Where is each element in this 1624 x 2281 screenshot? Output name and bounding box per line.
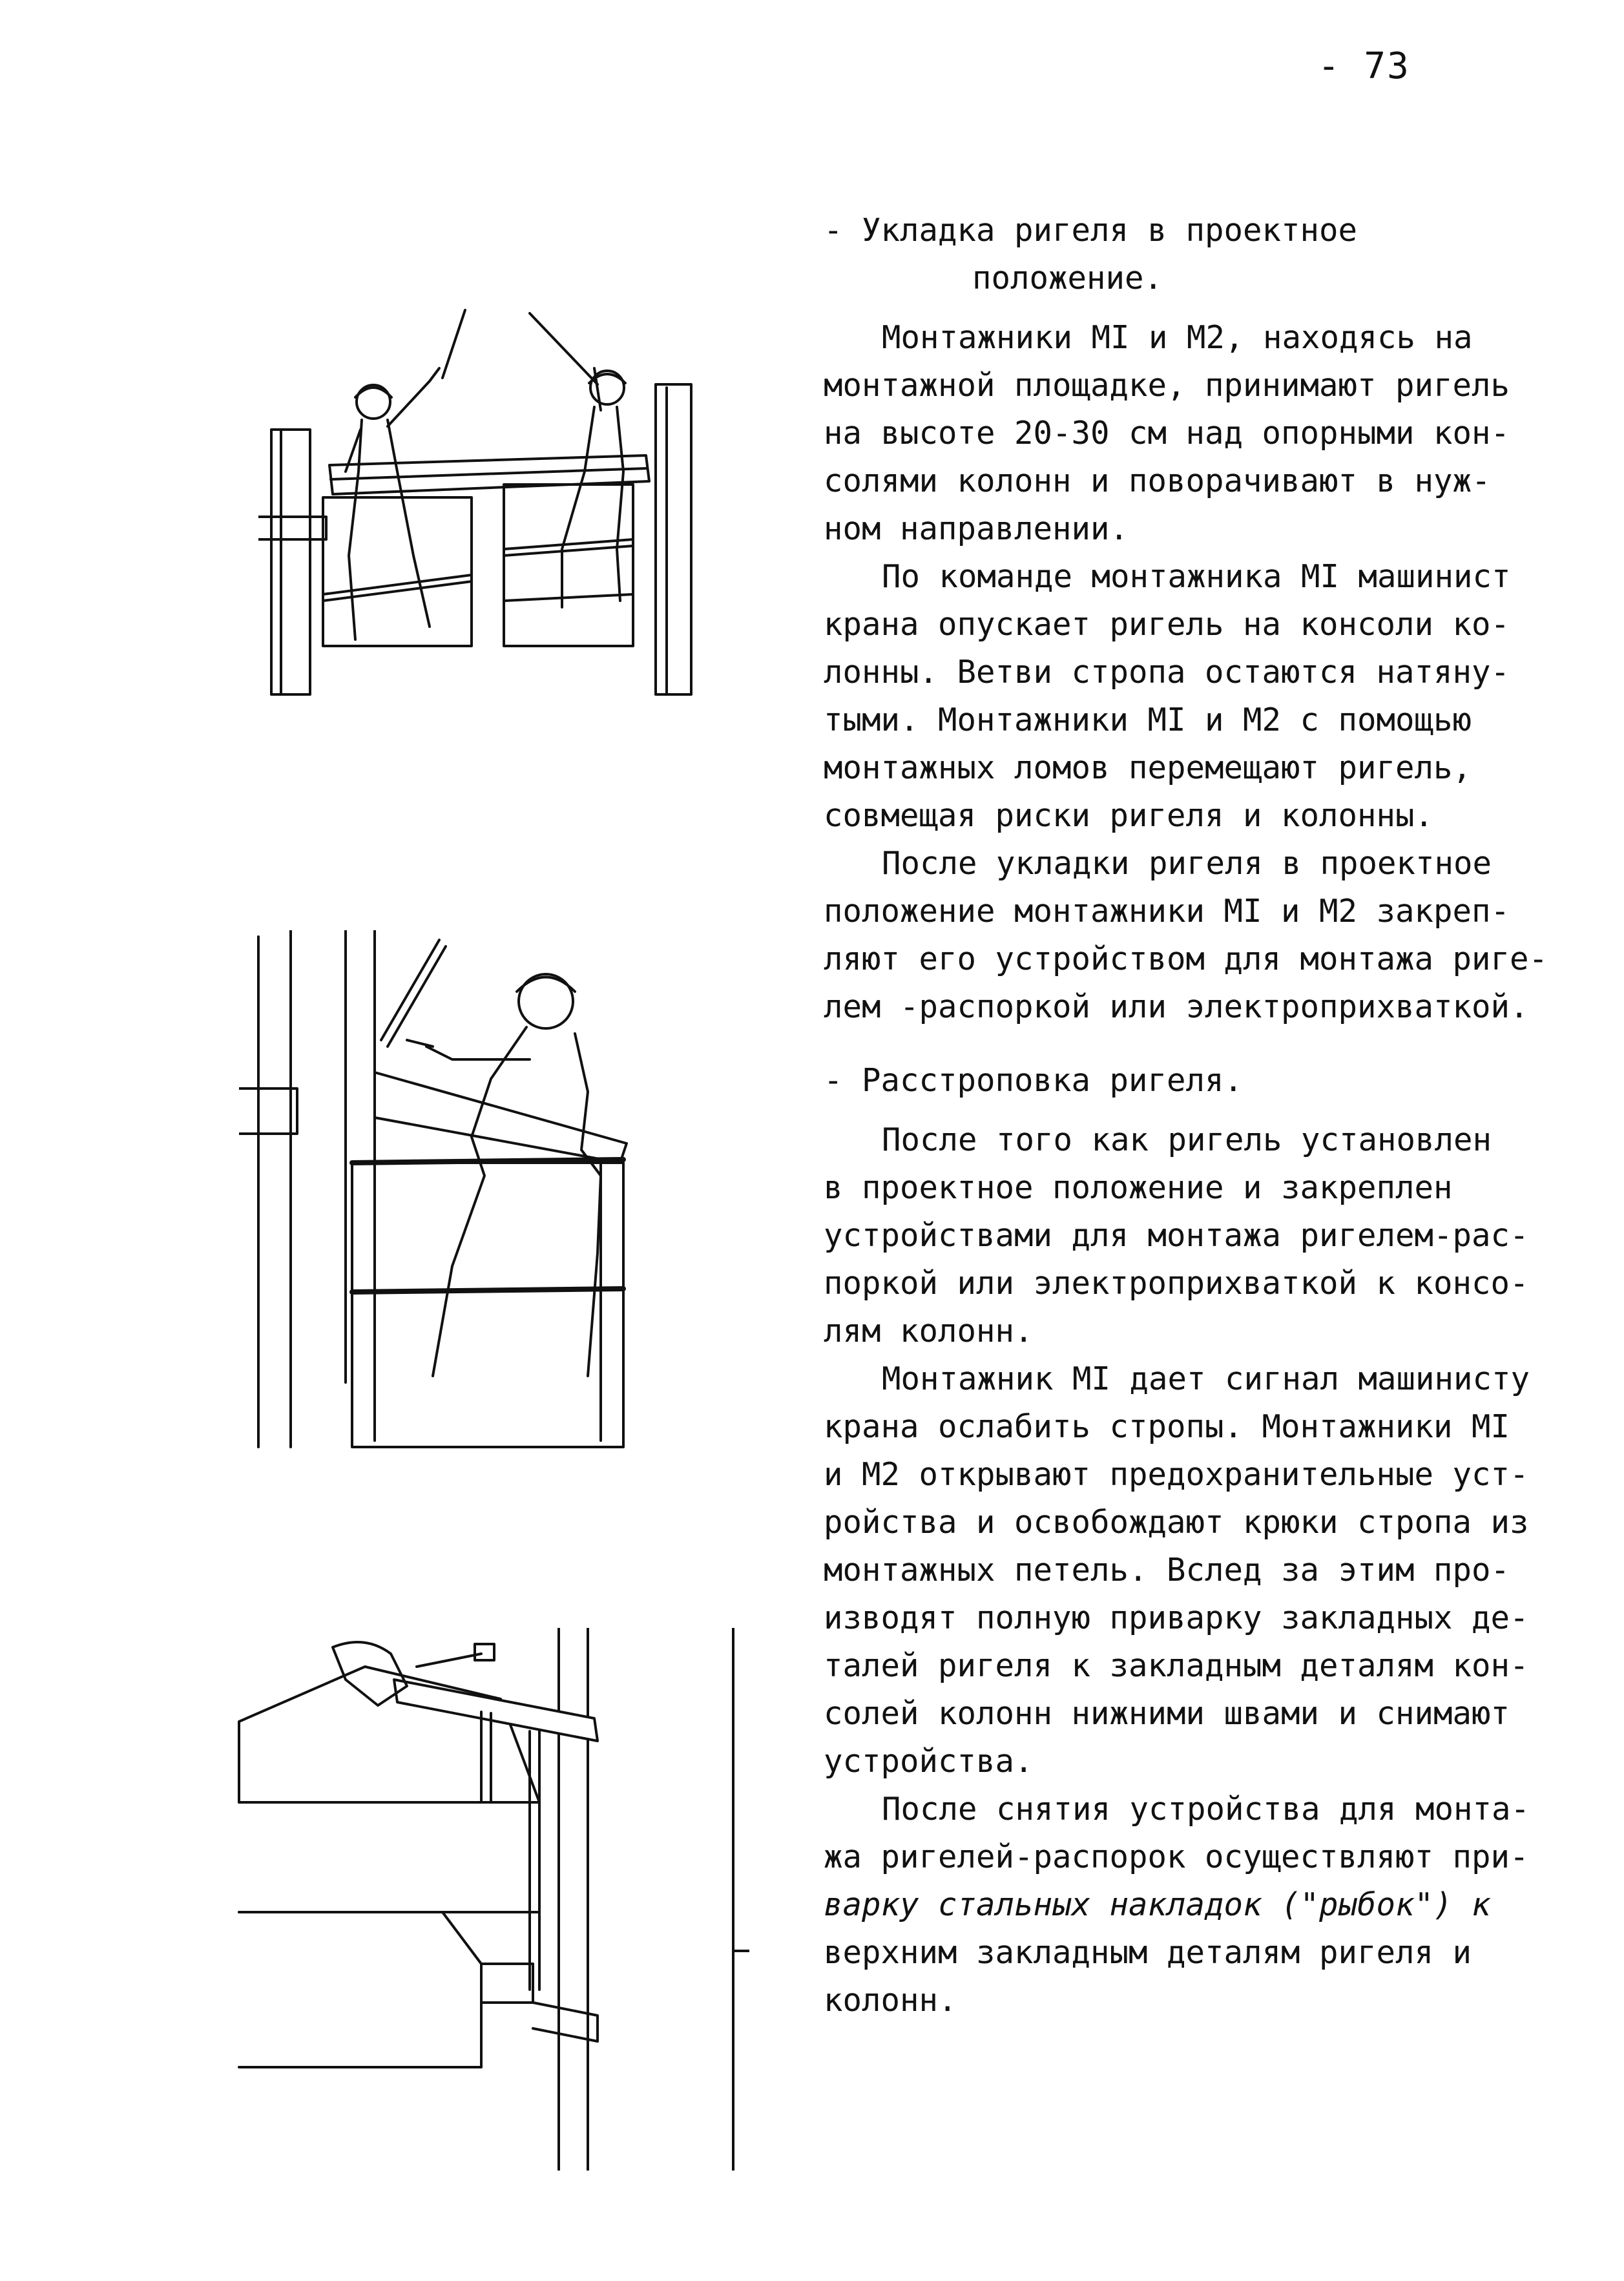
paragraph bbox=[824, 840, 1586, 1031]
text-line: Монтажник МI дает сигнал машинисту bbox=[882, 1360, 1530, 1397]
text-line: поркой или электроприхваткой к консо- bbox=[824, 1265, 1529, 1302]
text-line: и М2 открывают предохранительные уст- bbox=[824, 1456, 1529, 1493]
text-line: ройства и освобождают крюки стропа из bbox=[824, 1504, 1529, 1541]
text-line: монтажной площадке, принимают ригель bbox=[824, 367, 1510, 404]
paragraph bbox=[824, 1355, 1586, 1786]
text-line: лем -распоркой или электроприхваткой. bbox=[824, 988, 1529, 1025]
paragraph bbox=[824, 1116, 1586, 1355]
text-line: ном направлении. bbox=[824, 510, 1129, 547]
section-heading bbox=[824, 207, 1586, 302]
text-line: устройства. bbox=[824, 1743, 1034, 1780]
text-line: жа ригелей-распорок осуществляют при- bbox=[824, 1838, 1529, 1875]
text-line: монтажных петель. Вслед за этим про- bbox=[824, 1552, 1510, 1588]
text-line: лям колонн. bbox=[824, 1313, 1034, 1349]
text-line: солей колонн нижними швами и снимают bbox=[824, 1695, 1510, 1732]
paragraph bbox=[824, 314, 1586, 553]
text-line: солями колонн и поворачивают в нуж- bbox=[824, 463, 1491, 499]
heading-line: - Расстроповка ригеля. bbox=[824, 1062, 1244, 1099]
text-line: изводят полную приварку закладных де- bbox=[824, 1599, 1529, 1636]
text-line: ляют его устройством для монтажа риге- bbox=[824, 941, 1548, 977]
text-line: талей ригеля к закладным деталям кон- bbox=[824, 1647, 1529, 1684]
text-line: на высоте 20-30 см над опорными кон- bbox=[824, 415, 1510, 452]
illustration-spreader-device-detail bbox=[236, 1628, 749, 2171]
heading-line: - Укладка ригеля в проектное bbox=[824, 212, 1358, 249]
text-line: монтажных ломов перемещают ригель, bbox=[824, 749, 1472, 786]
text-line: крана ослабить стропы. Монтажники МI bbox=[824, 1408, 1510, 1445]
text-line: После укладки ригеля в проектное bbox=[882, 845, 1492, 882]
text-line: тыми. Монтажники МI и М2 с помощью bbox=[824, 702, 1472, 738]
text-line: верхним закладным деталям ригеля и bbox=[824, 1934, 1472, 1971]
text-line: колонн. bbox=[824, 1982, 957, 2019]
text-line: По команде монтажника МI машинист bbox=[882, 558, 1511, 595]
illustration-workers-receiving-beam bbox=[258, 304, 698, 698]
text-line: Монтажники МI и М2, находясь на bbox=[882, 319, 1473, 356]
text-line: После снятия устройства для монта- bbox=[882, 1791, 1530, 1828]
illustration-worker-fixing-beam bbox=[239, 930, 640, 1453]
text-line: лонны. Ветви стропа остаются натяну- bbox=[824, 654, 1510, 691]
text-line: устройствами для монтажа ригелем-рас- bbox=[824, 1217, 1529, 1254]
paragraph bbox=[824, 553, 1586, 840]
section-heading bbox=[824, 1057, 1586, 1105]
text-line: крана опускает ригель на консоли ко- bbox=[824, 606, 1510, 643]
page-number: - 73 bbox=[1318, 45, 1410, 87]
text-column bbox=[824, 207, 1586, 2025]
paragraph bbox=[824, 1786, 1586, 2025]
text-line: После того как ригель установлен bbox=[882, 1121, 1492, 1158]
text-line: в проектное положение и закреплен bbox=[824, 1169, 1453, 1206]
text-line: варку стальных накладок ("рыбок") к bbox=[824, 1886, 1491, 1923]
heading-line: положение. bbox=[972, 260, 1163, 297]
text-line: совмещая риски ригеля и колонны. bbox=[824, 797, 1434, 834]
text-line: положение монтажники МI и М2 закреп- bbox=[824, 893, 1510, 930]
